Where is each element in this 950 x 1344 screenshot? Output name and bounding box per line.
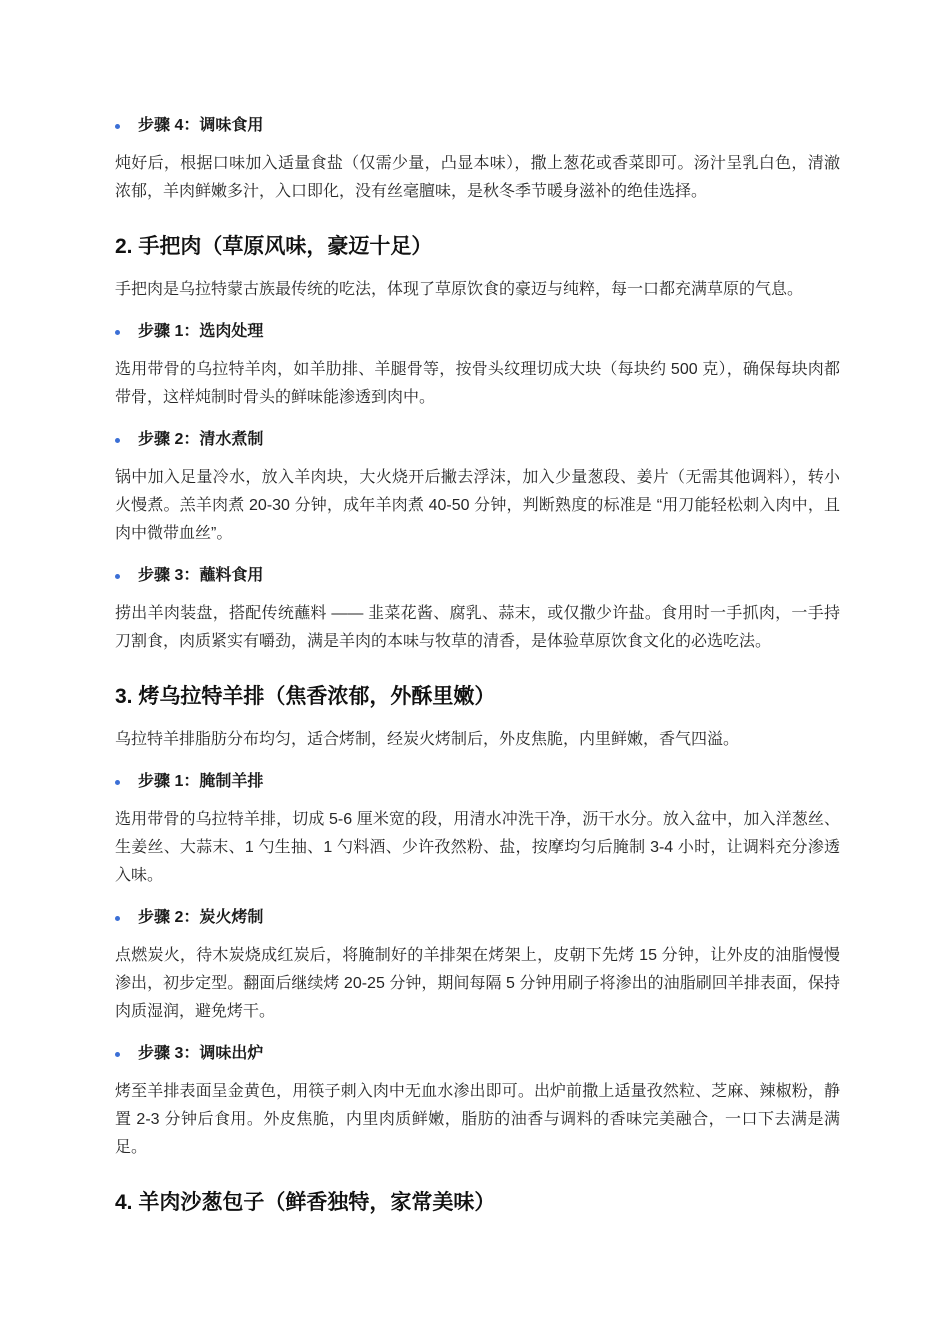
step-text: 选用带骨的乌拉特羊排，切成 5-6 厘米宽的段，用清水冲洗干净，沥干水分。放入盆中，加入洋葱丝、生姜丝、大蒜末、1 勺生抽、1 勺料酒、少许孜然粉、盐，按摩均匀后腌制 3-4 小时，让调料充分渗透入味。: [115, 811, 840, 884]
step-title-text: 步骤 4：调味食用: [138, 117, 264, 134]
step-text: 烤至羊排表面呈金黄色，用筷子刺入肉中无血水渗出即可。出炉前撒上适量孜然粒、芝麻、辣椒粉，静置 2-3 分钟后食用。外皮焦脆，内里肉质鲜嫩，脂肪的油香与调料的香味完美融合，一口下去满是满足。: [115, 1083, 840, 1156]
step-title: [115, 426, 840, 454]
section-intro: 手把肉是乌拉特蒙古族最传统的吃法，体现了草原饮食的豪迈与纯粹，每一口都充满草原的气息。: [115, 281, 804, 298]
step-title: [115, 768, 840, 796]
bullet-icon: [115, 1052, 120, 1057]
bullet-icon: [115, 780, 120, 785]
step-text: 炖好后，根据口味加入适量食盐（仅需少量，凸显本味），撒上葱花或香菜即可。汤汁呈乳白色，清澈浓郁，羊肉鲜嫩多汁，入口即化，没有丝毫膻味，是秋冬季节暖身滋补的绝佳选择。: [115, 155, 840, 200]
step-text: 点燃炭火，待木炭烧成红炭后，将腌制好的羊排架在烤架上，皮朝下先烤 15 分钟，让外皮的油脂慢慢渗出，初步定型。翻面后继续烤 20-25 分钟，期间每隔 5 分钟用刷子将渗出的油脂刷回羊排表面，保持肉质湿润，避免烤干。: [115, 947, 840, 1020]
section-heading-baozi: 4. 羊肉沙葱包子（鲜香独特，家常美味）: [115, 1191, 496, 1214]
step-title-text: 步骤 1：腌制羊排: [138, 773, 264, 790]
bullet-icon: [115, 330, 120, 335]
section-1-step-4: [115, 112, 840, 206]
document-page: [115, 112, 840, 1232]
step-title-text: 步骤 3：调味出炉: [138, 1045, 264, 1062]
step-title-text: 步骤 3：蘸料食用: [138, 567, 264, 584]
bullet-icon: [115, 124, 120, 129]
step-title-text: 步骤 2：炭火烤制: [138, 909, 264, 926]
step-title-text: 步骤 2：清水煮制: [138, 431, 264, 448]
step-text: 捞出羊肉装盘，搭配传统蘸料 —— 韭菜花酱、腐乳、蒜末，或仅撒少许盐。食用时一手抓肉，一手持刀割食，肉质紧实有嚼劲，满是羊肉的本味与牧草的清香，是体验草原饮食文化的必选吃法。: [115, 605, 840, 650]
step-title: [115, 904, 840, 932]
step-title: [115, 562, 840, 590]
step-title: [115, 1040, 840, 1068]
section-intro: 乌拉特羊排脂肪分布均匀，适合烤制，经炭火烤制后，外皮焦脆，内里鲜嫩，香气四溢。: [115, 731, 740, 748]
step-title: [115, 318, 840, 346]
step-text: 锅中加入足量冷水，放入羊肉块，大火烧开后撇去浮沫，加入少量葱段、姜片（无需其他调料），转小火慢煮。羔羊肉煮 20-30 分钟，成年羊肉煮 40-50 分钟，判断熟度的标准是 “用刀能轻松刺入肉中，且肉中微带血丝”。: [115, 469, 840, 542]
section-heading-lamb-ribs: 3. 烤乌拉特羊排（焦香浓郁，外酥里嫩）: [115, 685, 496, 708]
bullet-icon: [115, 438, 120, 443]
bullet-icon: [115, 574, 120, 579]
step-title-text: 步骤 1：选肉处理: [138, 323, 264, 340]
step-title: [115, 112, 840, 140]
bullet-icon: [115, 916, 120, 921]
section-heading-shoubarou: 2. 手把肉（草原风味，豪迈十足）: [115, 235, 433, 258]
step-text: 选用带骨的乌拉特羊肉，如羊肋排、羊腿骨等，按骨头纹理切成大块（每块约 500 克），确保每块肉都带骨，这样炖制时骨头的鲜味能渗透到肉中。: [115, 361, 840, 406]
